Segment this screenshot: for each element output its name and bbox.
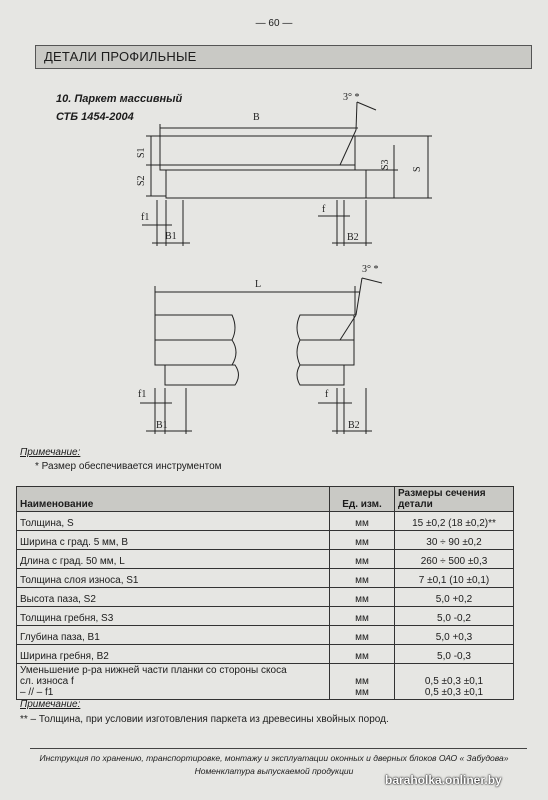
label-angle-bottom: 3° *	[362, 264, 379, 275]
label-f-bottom: f	[325, 389, 329, 400]
row-value: 5,0 -0,3	[395, 645, 514, 664]
footer-line1: Инструкция по хранению, транспортировке, монтажу и эксплуатации оконных и дверных блоков ОАО « Забудова»	[39, 753, 509, 763]
label-L: L	[255, 279, 262, 290]
label-S: S	[412, 166, 423, 172]
table-row	[17, 512, 514, 531]
label-B2-top: B2	[347, 232, 359, 243]
last-row-unit-f1: мм	[355, 687, 369, 698]
row-unit-last	[330, 664, 395, 700]
row-value: 5,0 +0,3	[395, 626, 514, 645]
row-value: 5,0 -0,2	[395, 607, 514, 626]
row-value: 15 ±0,2 (18 ±0,2)**	[395, 512, 514, 531]
page-number: — 60 —	[255, 18, 293, 29]
row-value: 30 ÷ 90 ±0,2	[395, 531, 514, 550]
row-unit: мм	[330, 645, 395, 664]
row-name-last	[17, 664, 330, 700]
note2-text: ** – Толщина, при условии изготовления паркета из древесины хвойных пород.	[20, 714, 389, 725]
label-S1: S1	[136, 147, 147, 158]
row-unit: мм	[330, 550, 395, 569]
row-value-last	[395, 664, 514, 700]
note1-heading: Примечание:	[20, 447, 81, 458]
table-row	[17, 588, 514, 607]
row-value: 5,0 +0,2	[395, 588, 514, 607]
label-f1-bottom: f1	[138, 389, 147, 400]
spec-table	[16, 486, 514, 700]
product-title: 10. Паркет массивный	[56, 93, 183, 105]
row-unit: мм	[330, 531, 395, 550]
last-row-line3: – // – f1	[20, 687, 54, 698]
product-standard: СТБ 1454-2004	[56, 111, 134, 123]
row-name: Толщина слоя износа, S1	[17, 569, 330, 588]
table-row	[17, 607, 514, 626]
top-profile	[142, 102, 432, 246]
note1-text: * Размер обеспечивается инструментом	[35, 461, 222, 472]
note2-heading: Примечание:	[20, 699, 81, 710]
row-name: Глубина паза, B1	[17, 626, 330, 645]
table-row	[17, 550, 514, 569]
footer-divider	[30, 748, 527, 749]
row-name: Высота паза, S2	[17, 588, 330, 607]
row-unit: мм	[330, 588, 395, 607]
label-B1-bottom: B1	[156, 420, 168, 431]
row-value: 260 ÷ 500 ±0,3	[395, 550, 514, 569]
row-name: Толщина, S	[17, 512, 330, 531]
row-unit: мм	[330, 626, 395, 645]
row-name: Толщина гребня, S3	[17, 607, 330, 626]
table-header-row	[17, 487, 514, 512]
table-row-last	[17, 664, 514, 700]
table-row	[17, 626, 514, 645]
row-unit: мм	[330, 607, 395, 626]
table-row	[17, 531, 514, 550]
last-row-unit-f: мм	[355, 676, 369, 687]
row-unit: мм	[330, 512, 395, 531]
top-board-lower	[166, 170, 366, 198]
label-B: B	[253, 112, 260, 123]
label-S3: S3	[380, 159, 391, 170]
label-B1-top: B1	[165, 231, 177, 242]
watermark: baraholka.onliner.by	[385, 773, 502, 787]
label-f-top: f	[322, 204, 326, 215]
label-f1-top: f1	[141, 212, 150, 223]
row-name: Ширина с град. 5 мм, B	[17, 531, 330, 550]
label-angle-top: 3° *	[343, 92, 360, 103]
row-name: Длина с град. 50 мм, L	[17, 550, 330, 569]
table-row	[17, 569, 514, 588]
last-row-value-f1: 0,5 ±0,3 ±0,1	[424, 687, 484, 698]
last-row-value-f: 0,5 ±0,3 ±0,1	[424, 676, 484, 687]
header-name: Наименование	[17, 487, 330, 512]
footer-line2: Номенклатура выпускаемой продукции	[194, 766, 354, 776]
header-unit: Ед. изм.	[330, 487, 395, 512]
section-title: ДЕТАЛИ ПРОФИЛЬНЫЕ	[35, 45, 532, 69]
last-row-line1: Уменьшение р-ра нижней части планки со стороны скоса	[20, 665, 287, 676]
table-row	[17, 645, 514, 664]
bottom-profile	[140, 278, 382, 434]
label-B2-bottom: B2	[348, 420, 360, 431]
row-unit: мм	[330, 569, 395, 588]
row-value: 7 ±0,1 (10 ±0,1)	[395, 569, 514, 588]
last-row-line2: сл. износа f	[20, 676, 74, 687]
header-value: Размеры сечения детали	[395, 487, 514, 512]
label-S2: S2	[136, 175, 147, 186]
row-name: Ширина гребня, B2	[17, 645, 330, 664]
